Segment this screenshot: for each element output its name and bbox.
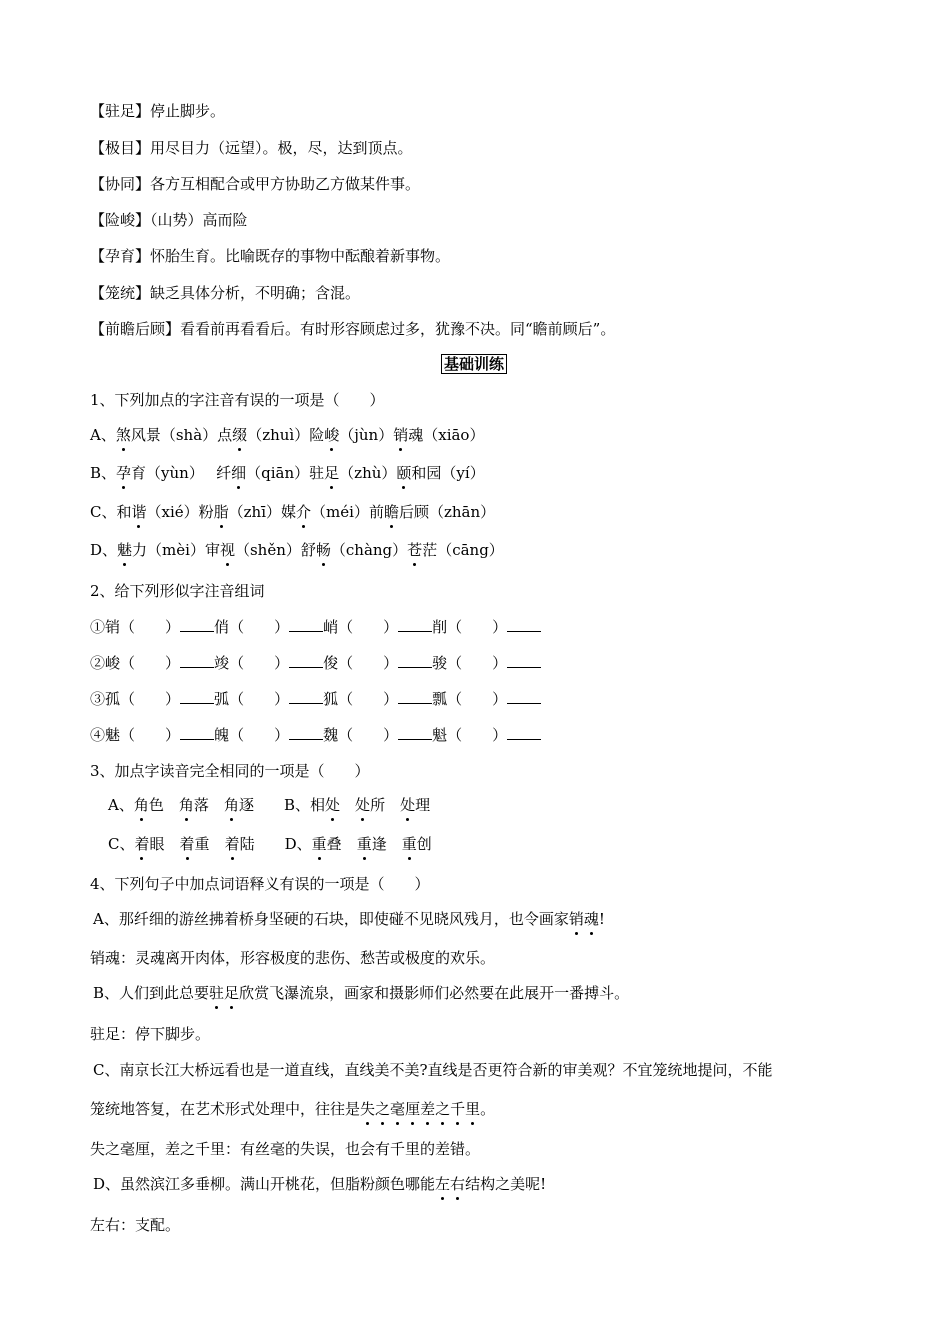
answer-blank[interactable] xyxy=(398,725,432,740)
q1-option-d: D、魅力（mèi）审视（shěn）舒畅（chàng）苍茫（cāng） xyxy=(90,541,504,559)
q4-option-b: B、人们到此总要驻足欣赏飞瀑流泉，画家和摄影师们必然要在此展开一番搏斗。 xyxy=(93,984,630,1002)
vocab-def: 怀胎生育。比喻既存的事物中酝酿着新事物。 xyxy=(150,247,451,265)
answer-blank[interactable] xyxy=(398,689,432,704)
vocab-item xyxy=(90,283,360,303)
vocab-term: 【协同】 xyxy=(90,175,151,193)
answer-blank[interactable] xyxy=(180,689,214,704)
question-1-stem: 1、下列加点的字注音有误的一项是（ ） xyxy=(90,391,385,409)
answer-blank[interactable] xyxy=(507,689,541,704)
vocab-item xyxy=(90,138,413,158)
answer-blank[interactable] xyxy=(398,653,432,668)
answer-blank[interactable] xyxy=(398,617,432,632)
vocab-term: 【前瞻后顾】 xyxy=(90,320,181,338)
q3-options-row: A、角色 角落 角逐 B、相处 处所 处理 xyxy=(108,796,431,814)
answer-blank[interactable] xyxy=(289,689,323,704)
vocab-item xyxy=(90,101,225,121)
question-4-stem: 4、下列句子中加点词语释义有误的一项是（ ） xyxy=(90,875,430,893)
q2-row: ②峻（ ） 竣（ ） 俊（ ） 骏（ ） xyxy=(90,653,541,673)
answer-blank[interactable] xyxy=(507,653,541,668)
q4-option-a: A、那纤细的游丝拂着桥身坚硬的石块，即使碰不见晓风残月，也令画家销魂! xyxy=(93,910,605,928)
q4-definition: 左右：支配。 xyxy=(90,1216,181,1234)
vocab-item xyxy=(90,210,248,230)
vocab-item xyxy=(90,246,450,266)
answer-blank[interactable] xyxy=(289,725,323,740)
q3-options-row: C、着眼 着重 着陆 D、重叠 重逢 重创 xyxy=(108,835,432,853)
vocab-def: 看看前再看看后。有时形容顾虑过多，犹豫不决。同“瞻前顾后”。 xyxy=(180,320,616,338)
vocab-def: （山势）高而险 xyxy=(150,211,248,229)
q2-row: ④魅（ ） 魄（ ） 魏（ ） 魁（ ） xyxy=(90,725,541,745)
q4-option-c: C、南京长江大桥远看也是一道直线，直线美不美?直线是否更符合新的审美观？不宜笼统地提问，不能 xyxy=(93,1061,773,1079)
q4-option-c-cont: 笼统地答复，在艺术形式处理中，往往是失之毫厘差之千里。 xyxy=(90,1100,496,1118)
answer-blank[interactable] xyxy=(507,725,541,740)
q4-option-d: D、虽然滨江多垂柳。满山开桃花，但脂粉颜色哪能左右结构之美呢! xyxy=(93,1175,547,1193)
vocab-item xyxy=(90,174,420,194)
vocab-term: 【极目】 xyxy=(90,139,151,157)
vocab-term: 【险峻】 xyxy=(90,211,151,229)
q1-option-a: A、煞风景（shà）点缀（zhuì）险峻（jùn）销魂（xiāo） xyxy=(90,426,485,444)
answer-blank[interactable] xyxy=(507,617,541,632)
q1-option-c: C、和谐（xié）粉脂（zhī）媒介（méi）前瞻后顾（zhān） xyxy=(90,503,496,521)
q2-row: ①销（ ） 俏（ ） 峭（ ） 削（ ） xyxy=(90,617,541,637)
answer-blank[interactable] xyxy=(180,653,214,668)
question-3-stem: 3、加点字读音完全相同的一项是（ ） xyxy=(90,762,370,780)
vocab-def: 停止脚步。 xyxy=(150,102,226,120)
vocab-item xyxy=(90,319,615,339)
vocab-term: 【笼统】 xyxy=(90,284,151,302)
q1-option-b: B、孕育（yùn） 纤细（qiān）驻足（zhù）颐和园（yí） xyxy=(90,464,485,482)
vocab-def: 用尽目力（远望）。极，尽，达到顶点。 xyxy=(150,139,413,157)
q4-definition: 驻足：停下脚步。 xyxy=(90,1025,211,1043)
question-2-stem: 2、给下列形似字注音组词 xyxy=(90,582,265,600)
vocab-def: 缺乏具体分析，不明确；含混。 xyxy=(150,284,361,302)
q2-row: ③孤（ ） 弧（ ） 狐（ ） 瓢（ ） xyxy=(90,689,541,709)
answer-blank[interactable] xyxy=(289,617,323,632)
answer-blank[interactable] xyxy=(180,617,214,632)
vocab-term: 【驻足】 xyxy=(90,102,151,120)
answer-blank[interactable] xyxy=(180,725,214,740)
vocab-term: 【孕育】 xyxy=(90,247,151,265)
q4-definition: 销魂：灵魂离开肉体，形容极度的悲伤、愁苦或极度的欢乐。 xyxy=(90,949,496,967)
vocab-def: 各方互相配合或甲方协助乙方做某件事。 xyxy=(150,175,421,193)
answer-blank[interactable] xyxy=(289,653,323,668)
section-heading: 基础训练 xyxy=(441,354,507,374)
q4-definition: 失之毫厘，差之千里：有丝毫的失误，也会有千里的差错。 xyxy=(90,1140,481,1158)
